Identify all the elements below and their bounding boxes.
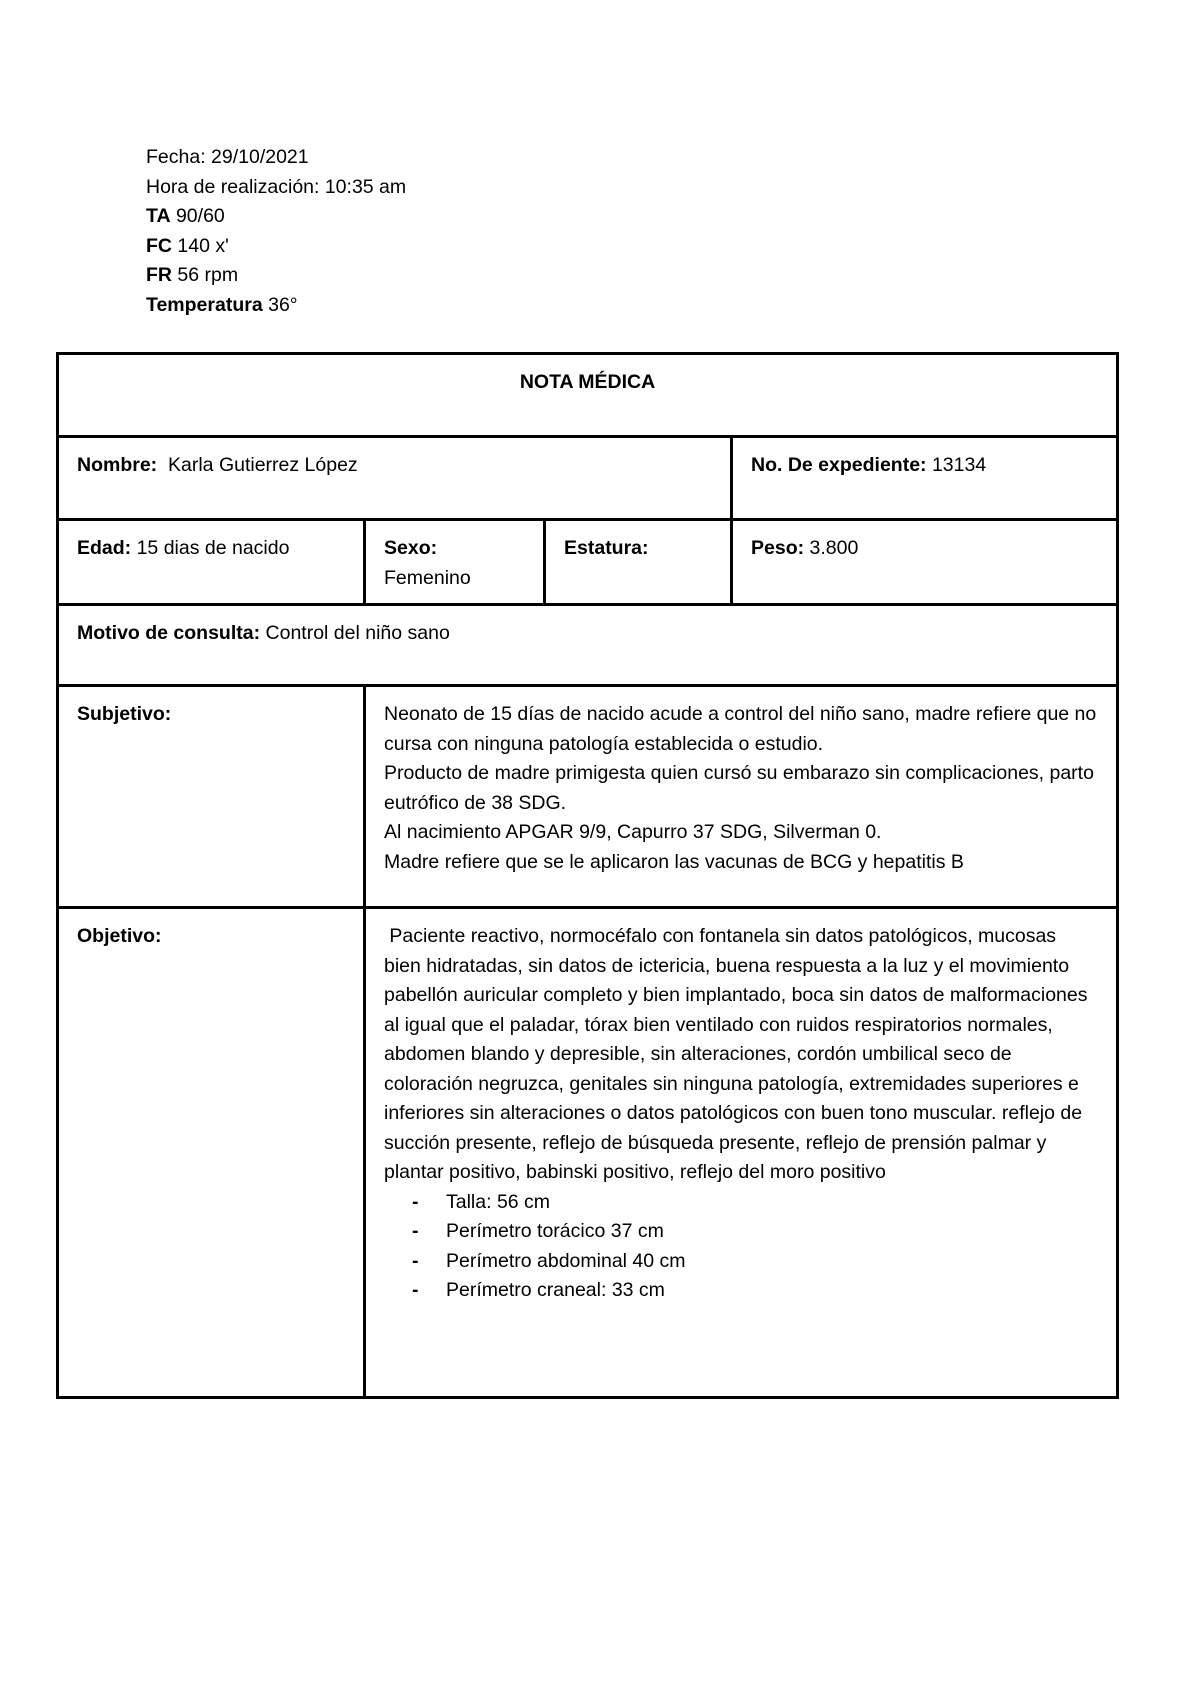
hora-line: Hora de realización: 10:35 am (146, 175, 407, 198)
fr-value: 56 rpm (172, 264, 239, 286)
measurements-list (384, 1188, 1098, 1306)
ta-line (146, 202, 406, 232)
fc-value: 140 x' (172, 234, 229, 257)
ta-label: TA (146, 205, 171, 227)
subjetivo-content (365, 686, 1118, 908)
list-item: - Perímetro craneal: 33 cm (412, 1276, 1098, 1306)
subjetivo-label: Subjetivo: (77, 703, 172, 725)
sexo-cell (365, 520, 545, 605)
peso-label: Peso: (751, 537, 805, 559)
subjetivo-label-cell (58, 686, 365, 908)
peso-cell (732, 520, 1118, 605)
expediente-value: 13134 (926, 454, 987, 476)
expediente-label: No. De expediente: (751, 454, 927, 476)
fc-line (146, 232, 406, 262)
motivo-cell (58, 605, 1118, 686)
fecha-line: Fecha: 29/10/2021 (146, 146, 309, 168)
estatura-cell (545, 520, 732, 605)
sexo-label: Sexo: (384, 537, 438, 559)
subjetivo-line: Madre refiere que se le aplicaron las vacunas de BCG y hepatitis B (384, 850, 964, 873)
motivo-label: Motivo de consulta: (77, 622, 261, 644)
list-item: - Perímetro abdominal 40 cm (412, 1247, 1098, 1277)
fr-label: FR (146, 264, 172, 286)
medical-note-table (56, 352, 1119, 1399)
subjetivo-line: Producto de madre primigesta quien cursó su embarazo sin complicaciones, parto eutrófico de 38 SDG. (384, 762, 1094, 814)
objetivo-label-cell (58, 908, 365, 1398)
nombre-value: Karla Gutierrez López (157, 454, 358, 476)
nombre-cell (58, 437, 732, 520)
peso-value: 3.800 (804, 537, 859, 559)
edad-cell (58, 520, 365, 605)
subjetivo-line: Neonato de 15 días de nacido acude a control del niño sano, madre refiere que no cursa con ninguna patología establecida o estudio. (384, 703, 1097, 755)
fc-label: FC (146, 234, 172, 257)
expediente-cell (732, 437, 1118, 520)
vitals-header (146, 143, 406, 320)
objetivo-label: Objetivo: (77, 925, 162, 947)
objetivo-text: Paciente reactivo, normocéfalo con fontanela sin datos patológicos, mucosas bien hidratadas, sin datos de ictericia, buena respuesta a la luz y el movimiento pabellón auricular completo y bien implantado, boca sin datos de malformaciones al igual que el paladar, tórax bien ventilado con ruidos respiratorios normales, abdomen blando y depresible, sin alteraciones, cordón umbilical seco de coloración negruzca, genitales sin ninguna patología, extremidades superiores e inferiores sin alteraciones o datos patológicos con buen tono muscular. reflejo de succión presente, reflejo de búsqueda presente, reflejo de prensión palmar y plantar positivo, babinski positivo, reflejo del moro positivo (384, 925, 1093, 1183)
ta-value: 90/60 (170, 205, 225, 227)
list-item: - Perímetro torácico 37 cm (412, 1217, 1098, 1247)
list-item: - Talla: 56 cm (412, 1188, 1098, 1218)
sexo-value: Femenino (384, 566, 471, 589)
objetivo-content (365, 908, 1118, 1398)
temperatura-value: 36° (262, 293, 298, 316)
edad-value: 15 dias de nacido (131, 537, 290, 559)
motivo-value: Control del niño sano (260, 622, 450, 644)
temperatura-line (146, 291, 406, 321)
fr-line (146, 261, 406, 291)
estatura-label: Estatura: (564, 537, 649, 559)
edad-label: Edad: (77, 537, 132, 559)
temperatura-label: Temperatura (146, 293, 263, 316)
subjetivo-line: Al nacimiento APGAR 9/9, Capurro 37 SDG, Silverman 0. (384, 821, 882, 843)
note-title: NOTA MÉDICA (58, 354, 1118, 437)
nombre-label: Nombre: (77, 454, 158, 476)
